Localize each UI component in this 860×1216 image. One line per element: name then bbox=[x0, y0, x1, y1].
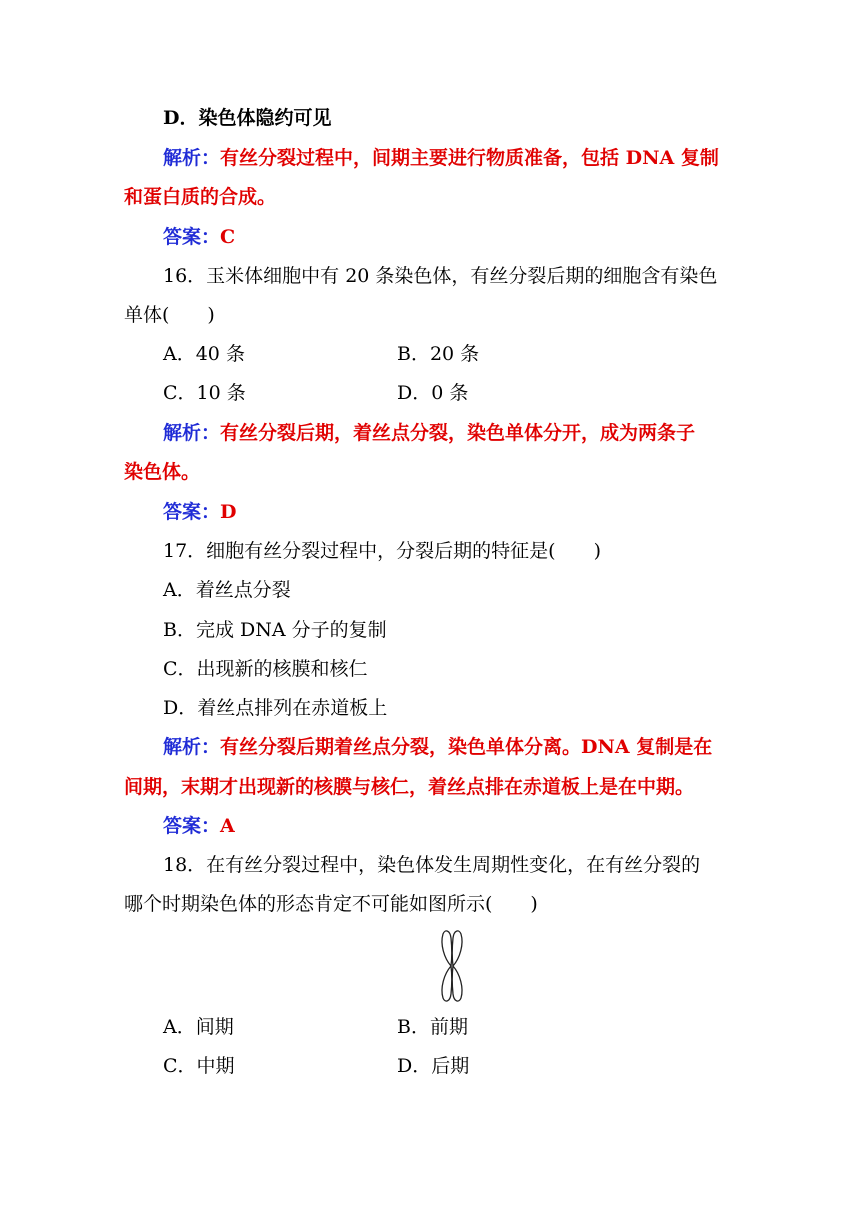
q16-answer bbox=[163, 500, 237, 524]
q18-option-a: A．间期 bbox=[163, 1016, 234, 1038]
q17-option-c: C．出现新的核膜和核仁 bbox=[163, 658, 368, 680]
analysis-text: 有丝分裂过程中，间期主要进行物质准备，包括 DNA 复制 bbox=[220, 147, 719, 169]
q16-option-a: A．40 条 bbox=[163, 343, 245, 365]
answer-value: A bbox=[220, 815, 235, 837]
q18-stem-cont: 哪个时期染色体的形态肯定不可能如图所示( ) bbox=[124, 893, 538, 915]
q16-analysis-cont: 染色体。 bbox=[124, 461, 201, 483]
q17-option-d: D．着丝点排列在赤道板上 bbox=[163, 697, 388, 719]
analysis-text: 有丝分裂后期，着丝点分裂，染色单体分开，成为两条子 bbox=[220, 422, 696, 444]
q18-option-c: C．中期 bbox=[163, 1055, 235, 1077]
analysis-text: 有丝分裂后期着丝点分裂，染色单体分离。DNA 复制是在 bbox=[220, 736, 713, 758]
q16-option-b: B．20 条 bbox=[397, 343, 480, 365]
answer-value: D bbox=[220, 501, 237, 523]
chromosome-icon bbox=[432, 928, 472, 1004]
q16-analysis bbox=[163, 421, 695, 445]
q16-option-d: D．0 条 bbox=[397, 382, 469, 404]
answer-value: C bbox=[220, 226, 236, 248]
q16-option-c: C．10 条 bbox=[163, 382, 246, 404]
q17-stem: 17．细胞有丝分裂过程中，分裂后期的特征是( ) bbox=[163, 540, 602, 562]
q17-option-b: B．完成 DNA 分子的复制 bbox=[163, 619, 387, 641]
q15-option-d: D．染色体隐约可见 bbox=[163, 107, 332, 129]
q15-answer bbox=[163, 225, 235, 249]
q17-analysis-cont: 间期，末期才出现新的核膜与核仁，着丝点排在赤道板上是在中期。 bbox=[124, 776, 695, 798]
q18-option-d: D．后期 bbox=[397, 1055, 470, 1077]
analysis-label: 解析： bbox=[163, 147, 221, 169]
q18-stem: 18．在有丝分裂过程中，染色体发生周期性变化，在有丝分裂的 bbox=[163, 854, 701, 876]
answer-label: 答案： bbox=[163, 815, 221, 837]
analysis-label: 解析： bbox=[163, 736, 221, 758]
q17-analysis bbox=[163, 735, 712, 759]
q18-option-b: B．前期 bbox=[397, 1016, 468, 1038]
analysis-label: 解析： bbox=[163, 422, 221, 444]
q16-stem-cont: 单体( ) bbox=[124, 304, 215, 326]
answer-label: 答案： bbox=[163, 501, 221, 523]
q15-analysis-cont: 和蛋白质的合成。 bbox=[124, 186, 277, 208]
q17-option-a: A．着丝点分裂 bbox=[163, 579, 291, 601]
answer-label: 答案： bbox=[163, 226, 221, 248]
q17-answer bbox=[163, 814, 235, 838]
q15-analysis bbox=[163, 146, 719, 170]
q16-stem: 16．玉米体细胞中有 20 条染色体，有丝分裂后期的细胞含有染色 bbox=[163, 265, 718, 287]
